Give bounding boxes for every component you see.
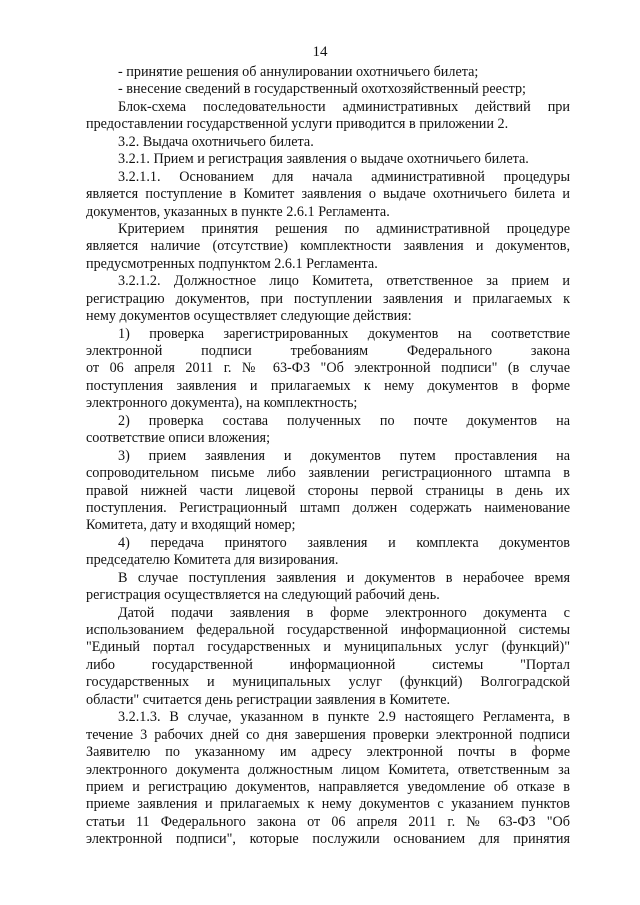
text-line: председателю Комитета для визирования. <box>86 552 339 569</box>
text-line: 3.2.1.1. Основанием для начала административной процедуры <box>118 168 570 185</box>
text-line: 2) проверка состава полученных по почте документов на <box>118 412 570 429</box>
text-line: 3.2.1.3. В случае, указанном в пункте 2.9 настоящего Регламента, в <box>118 709 570 726</box>
text-line: предусмотренных подпунктом 2.6.1 Регламента. <box>86 255 378 272</box>
text-line: электронного документа должностным лицом Комитета, ответственным за <box>86 761 570 778</box>
text-line: 3.2. Выдача охотничьего билета. <box>118 133 314 150</box>
text-line: государственных и муниципальных услуг (функций) Волгоградской <box>86 674 570 691</box>
text-line: области" считается день регистрации заявления в Комитете. <box>86 691 451 708</box>
page-number: 14 <box>312 44 328 60</box>
text-line: течение 3 рабочих дней со дня завершения проверки электронной подписи <box>86 726 570 743</box>
text-line: сопроводительном письме либо заявлении регистрационного штампа в <box>86 465 570 482</box>
text-line: электронного документа), на комплектность; <box>86 395 358 412</box>
text-line: поступления заявления и прилагаемых к нему документов в форме <box>86 377 570 394</box>
text-line: Критерием принятия решения по административной процедуре <box>118 220 570 237</box>
text-line: правой нижней части лицевой стороны первой страницы в день их <box>86 482 570 499</box>
text-line: - принятие решения об аннулировании охотничьего билета; <box>118 64 479 80</box>
text-line: предоставлении государственной услуги приводится в приложении 2. <box>86 116 509 133</box>
text-line: нему документов осуществляет следующие действия: <box>86 308 412 325</box>
text-line: Комитета, дату и входящий номер; <box>86 517 296 534</box>
text-line: "Единый портал государственных и муниципальных услуг (функций)" <box>86 639 570 656</box>
text-line: 3.2.1. Прием и регистрация заявления о выдаче охотничьего билета. <box>118 151 529 168</box>
text-line: поступления. Регистрационный штамп должен содержать наименование <box>86 499 570 516</box>
text-line: регистрацию документов, при поступлении заявления и прилагаемых к <box>86 290 570 307</box>
text-line: статьи 11 Федерального закона от 06 апреля 2011 г. № 63-ФЗ "Об <box>86 813 570 830</box>
text-line: 3) прием заявления и документов путем проставления на <box>118 447 570 464</box>
text-line: 1) проверка зарегистрированных документов на соответствие <box>118 325 570 342</box>
text-line: 3.2.1.2. Должностное лицо Комитета, ответственное за прием и <box>118 273 570 290</box>
text-line: - внесение сведений в государственный охотхозяйственный реестр; <box>118 81 526 98</box>
text-line: регистрация осуществляется на следующий рабочий день. <box>86 587 440 604</box>
text-line: использованием федеральной государственной информационной системы <box>86 622 570 638</box>
text-line: электронной подписи требованиям Федерального закона <box>86 343 570 359</box>
text-line: Заявителю по указанному им адресу электронной почты в форме <box>86 744 570 761</box>
text-line: В случае поступления заявления и документов в нерабочее время <box>118 569 570 586</box>
text-line: документов, указанных в пункте 2.6.1 Регламента. <box>86 203 390 220</box>
text-line: от 06 апреля 2011 г. № 63-ФЗ "Об электронной подписи" (в случае <box>86 360 570 377</box>
text-line: либо государственной информационной системы "Портал <box>86 656 570 673</box>
text-line: 4) передача принятого заявления и комплекта документов <box>118 534 570 551</box>
text-line: электронной подписи", которые послужили основанием для принятия <box>86 831 570 848</box>
text-line: соответствие описи вложения; <box>86 430 271 447</box>
document-body <box>86 64 570 849</box>
text-line: является поступление в Комитет заявления о выдаче охотничьего билета и <box>86 186 570 203</box>
text-line: Блок-схема последовательности административных действий при <box>118 98 570 115</box>
text-line: приеме заявления и прилагаемых к нему документов с указанием пунктов <box>86 796 570 813</box>
text-line: прием и регистрацию документов, направляется уведомление об отказе в <box>86 778 570 795</box>
text-line: является наличие (отсутствие) комплектности заявления и документов, <box>86 238 570 255</box>
text-line: Датой подачи заявления в форме электронного документа с <box>118 604 570 621</box>
